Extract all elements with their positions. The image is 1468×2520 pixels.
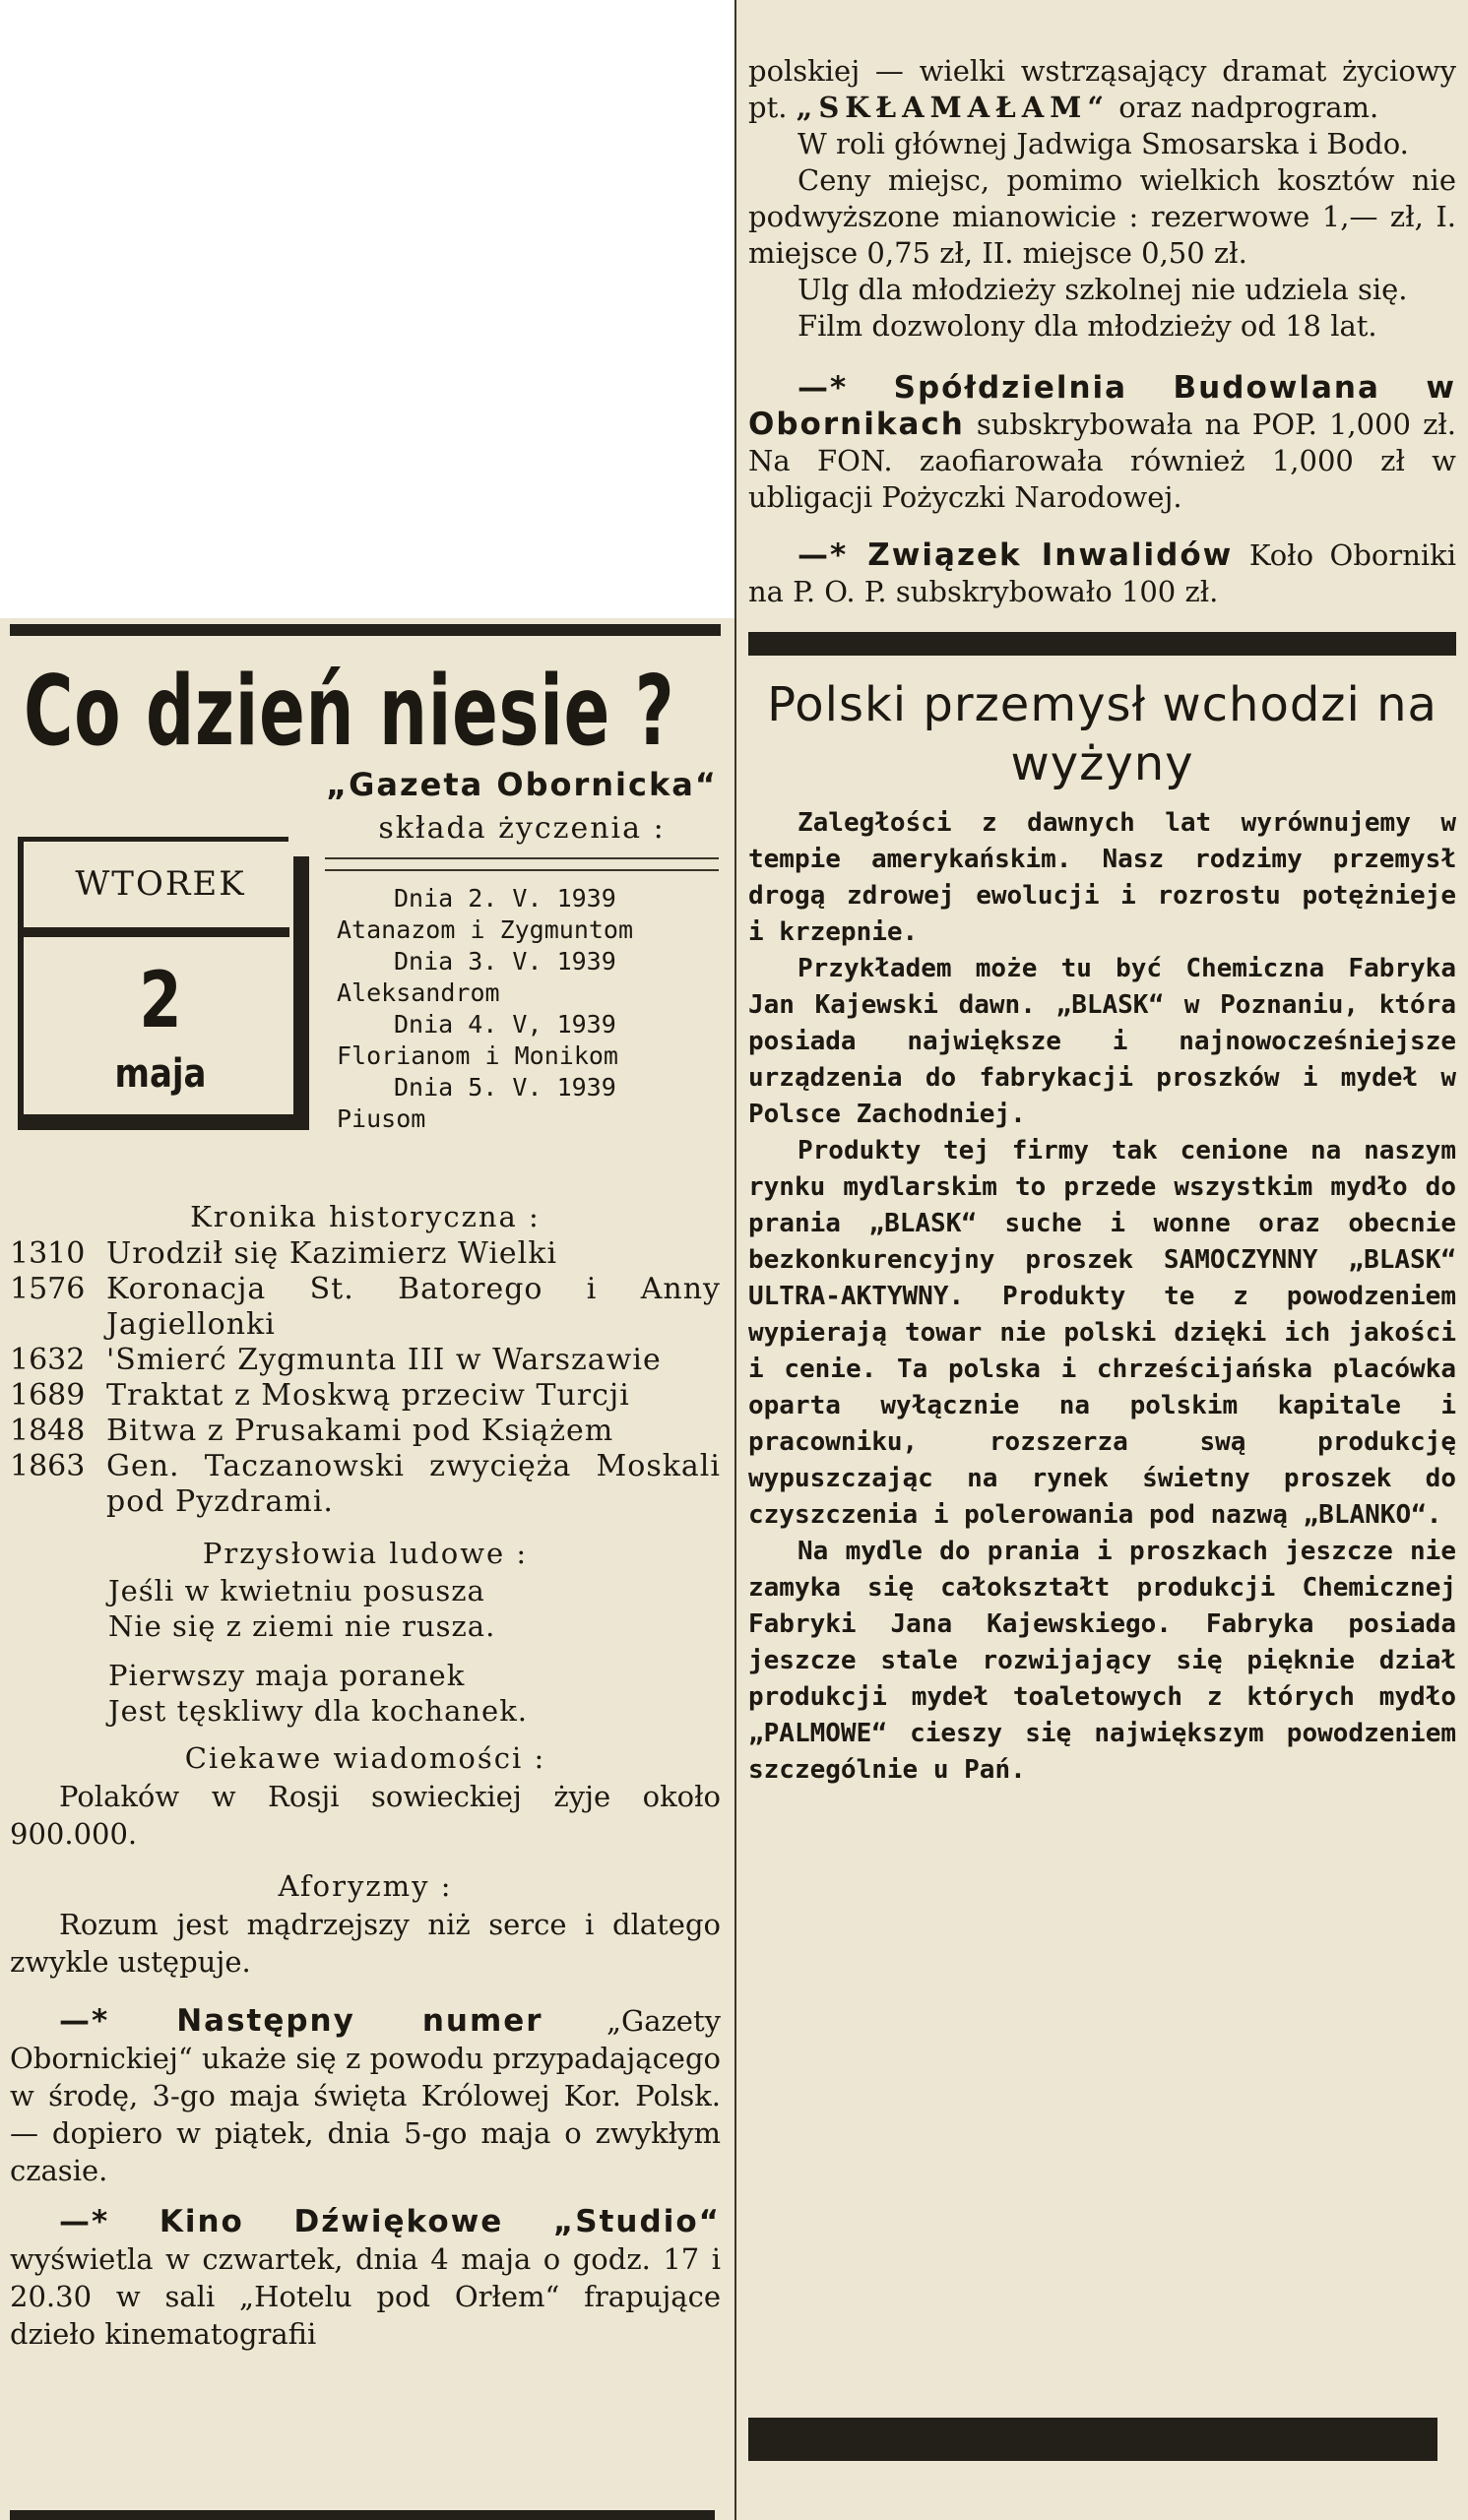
discount-text: Ulg dla młodzieży szkolnej nie udziela się. [798, 273, 1408, 306]
left-lower-section [10, 1191, 721, 2353]
article-paragraph: Produkty tej firmy tak cenione na naszym rynku mydlarskim to przede wszystkim mydło do prania „BLASK“ suche i wonne oraz obecnie bezkonkurencyjny proszek SAMOCZYNNY „BLASK“ ULTRA-AKTYWNY. Produkty te z powodzeniem wypierają towar nie polski dzięki ich jakości i cenie. Ta polska i chrześcijańska placówka oparta wyłącznie na polskim kapitale i pracowniku, rozszerza swą produkcję wypuszczając na rynek świetny proszek do czyszczenia i polerowania pod nazwą „BLANKO“. [748, 1136, 1456, 1530]
bottom-rule [10, 2510, 715, 2520]
kronika-text: 'Smierć Zygmunta III w Warszawie [106, 1343, 662, 1377]
calendar-frame [18, 837, 24, 1130]
greetings-subtitle: składa życzenia : [378, 811, 666, 846]
calendar-month: maja [114, 1051, 207, 1097]
notice-heading: —* Kino Dźwiękowe „Studio“ [59, 2204, 721, 2239]
kronika-row [10, 1449, 721, 1520]
right-column [734, 0, 1468, 2520]
notice-text: subskrybowała na POP. 1,000 zł. Na FON. zaofiarowała również 1,000 zł w ubligacji Pożyczki Narodowej. [748, 408, 1457, 514]
allowed-text: Film dozwolony dla młodzieży od 18 lat. [798, 309, 1377, 343]
top-rule [10, 624, 721, 636]
kronika-text: Gen. Taczanowski zwycięża Moskali pod Pyzdrami. [106, 1449, 721, 1519]
kronika-text: Traktat z Moskwą przeciw Turcji [106, 1378, 630, 1413]
kronika-year: 1310 [10, 1236, 86, 1271]
kronika-row [10, 1414, 721, 1449]
article-paragraph: Zaległości z dawnych lat wyrównujemy w tempie amerykańskim. Nasz rodzimy przemysł drogą zdrowej ewolucji i rozrostu potężnieje i krzepnie. [748, 808, 1456, 947]
nameday-names: Aleksandrom [337, 978, 500, 1007]
proverb-line: Jeśli w kwietniu posusza [108, 1574, 485, 1607]
proverb-line: Jest tęskliwy dla kochanek. [108, 1694, 529, 1728]
kronika-row [10, 1236, 721, 1272]
bottom-block-rule [748, 2418, 1437, 2461]
notice-invalids [748, 537, 1456, 610]
article-paragraph: Na mydle do prania i proszkach jeszcze nie zamyka się całokształt produkcji Chemicznej Fabryki Jana Kajewskiego. Fabryka posiada jeszcze stale rozwijający się pięknie dział produkcji mydeł toaletowych z których mydło „PALMOWE“ cieszy się największym powodzeniem szczególnie u Pań. [748, 1537, 1456, 1785]
film-title: „SKŁAMAŁAM“ [796, 91, 1111, 124]
cinema-text-part: polskiej — wielki wstrząsający dramat życiowy pt. [748, 54, 1456, 124]
calendar-day-number: 2 [139, 957, 182, 1045]
kronika-year: 1848 [10, 1414, 86, 1448]
aforyzmy-text: Rozum jest mądrzejszy niż serce i dlatego zwykle ustępuje. [10, 1908, 721, 1979]
article-body [748, 805, 1456, 1789]
kronika-year: 1632 [10, 1343, 86, 1377]
notice-next-issue [10, 2002, 721, 2189]
aforyzmy-heading: Aforyzmy : [278, 1869, 453, 1903]
notice-cooperative [748, 370, 1456, 516]
nameday-names: Florianom i Monikom [337, 1041, 618, 1070]
kronika-heading: Kronika historyczna : [190, 1200, 541, 1233]
kronika-text: Urodził się Kazimierz Wielki [106, 1236, 558, 1271]
notice-text: wyświetla w czwartek, dnia 4 maja o godz. 17 i 20.30 w sali „Hotelu pod Orłem“ frapujące dzieło kinematografii [10, 2242, 721, 2351]
notice-cinema [10, 2203, 721, 2353]
masthead-title: Co dzień niesie ? [24, 656, 675, 768]
prices-text: Ceny miejsc, pomimo wielkich kosztów nie podwyższone mianowicie : rezerwowe 1,— zł, I. miejsce 0,75 zł, II. miejsce 0,50 zł. [748, 163, 1456, 270]
left-column [0, 618, 734, 2520]
calendar-weekday: WTOREK [75, 864, 246, 904]
calendar-frame [293, 856, 309, 1114]
greetings-block [325, 766, 719, 1135]
article-paragraph: Przykładem może tu być Chemiczna Fabryka Jan Kajewski dawn. „BLASK“ w Poznaniu, która posiada największe i najnowocześniejsze urządzenia do fabrykacji proszków i mydeł w Polsce Zachodniej. [748, 954, 1456, 1129]
greetings-title: „Gazeta Obornicka“ [326, 766, 718, 803]
kronika-row [10, 1343, 721, 1378]
kronika-year: 1863 [10, 1449, 86, 1483]
cast-text: W roli głównej Jadwiga Smosarska i Bodo. [798, 127, 1409, 160]
nameday-date: Dnia 4. V, 1939 [394, 1010, 616, 1039]
kronika-text: Bitwa z Prusakami pod Książem [106, 1414, 614, 1448]
nameday-list [325, 883, 719, 1135]
notice-heading: —* Spółdzielnia Budowlana w Obornikach [748, 370, 1456, 442]
proverb-line: Nie się z ziemi nie rusza. [108, 1609, 496, 1643]
kronika-year: 1689 [10, 1378, 86, 1413]
notice-heading: —* Związek Inwalidów [798, 537, 1234, 573]
cinema-text [748, 53, 1456, 126]
double-rule [325, 857, 719, 871]
kronika-row [10, 1272, 721, 1343]
article-headline: Polski przemysł wchodzi na wyżyny [767, 677, 1437, 791]
notice-heading: —* Następny numer [59, 2003, 543, 2039]
ciekawe-text: Polaków w Rosji sowieckiej żyje około 900.000. [10, 1780, 721, 1851]
nameday-names: Piusom [337, 1104, 426, 1133]
nameday-names: Atanazom i Zygmuntom [337, 915, 634, 944]
calendar-box [18, 837, 309, 1130]
calendar-divider [18, 927, 289, 937]
kronika-row [10, 1378, 721, 1414]
nameday-date: Dnia 3. V. 1939 [394, 947, 616, 976]
cinema-continuation [748, 53, 1456, 610]
notice-text: Koło Oborniki na P. O. P. subskrybowało 100 zł. [748, 538, 1457, 608]
notice-text: „Gazety Obornickiej“ ukaże się z powodu przypadającego w środę, 3-go maja święta Królowej Kor. Polsk. — dopiero w piątek, dnia 5-go maja o zwykłym czasie. [10, 2004, 721, 2187]
przyslowia-heading: Przysłowia ludowe : [202, 1537, 529, 1570]
ciekawe-heading: Ciekawe wiadomości : [184, 1741, 546, 1775]
cinema-text-part: oraz nadprogram. [1118, 91, 1379, 124]
calendar-frame [18, 837, 288, 842]
calendar-frame [18, 1114, 309, 1130]
nameday-date: Dnia 2. V. 1939 [394, 884, 616, 913]
section-rule [748, 632, 1456, 656]
nameday-date: Dnia 5. V. 1939 [394, 1073, 616, 1102]
kronika-text: Koronacja St. Batorego i Anny Jagiellonki [106, 1272, 721, 1342]
proverb-line: Pierwszy maja poranek [108, 1659, 466, 1692]
kronika-year: 1576 [10, 1272, 86, 1306]
